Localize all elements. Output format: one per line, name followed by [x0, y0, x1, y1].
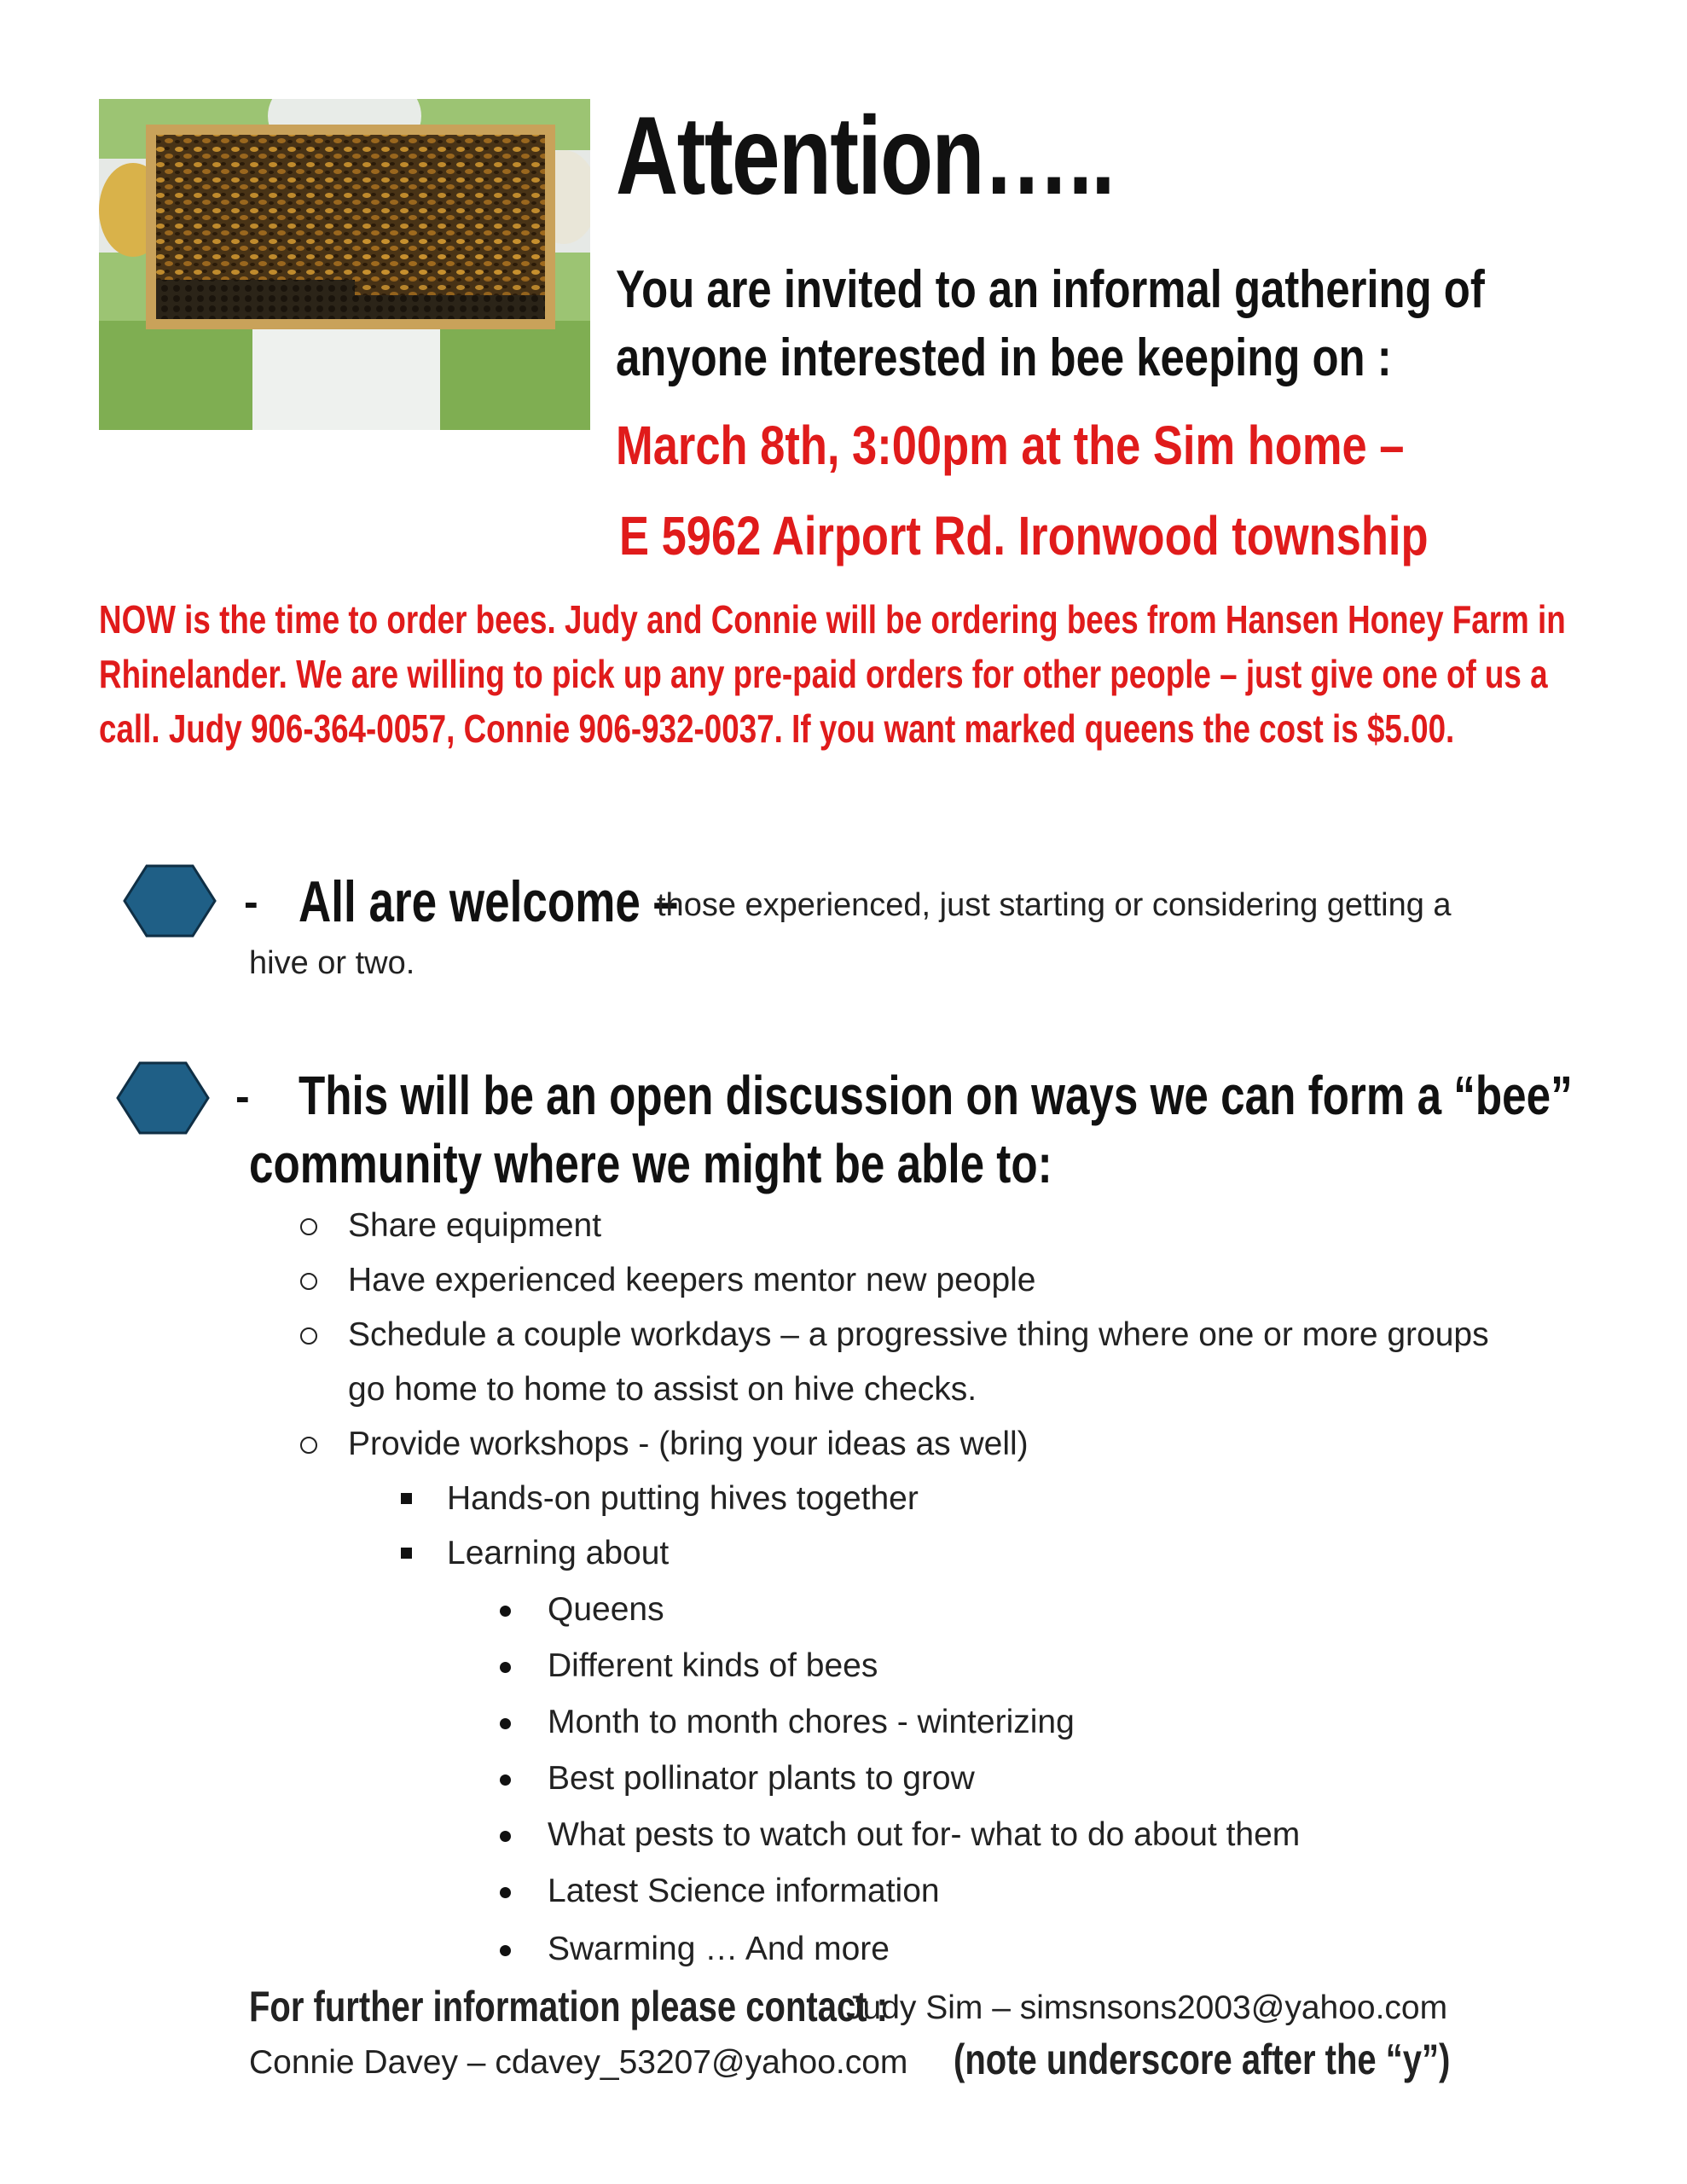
- list-item-mentor: Have experienced keepers mentor new people: [348, 1262, 1036, 1298]
- list-item-learning-about: Learning about: [447, 1535, 670, 1571]
- list-item-chores: Month to month chores - winterizing: [548, 1704, 1075, 1740]
- notice-line-2: Rhinelander. We are willing to pick up any pre-paid orders for other people – just give one of us a: [99, 652, 1548, 696]
- square-bullet-icon: [401, 1548, 412, 1559]
- welcome-rest-text: those experienced, just starting or considering getting a: [657, 887, 1452, 923]
- list-item-pollinator-plants: Best pollinator plants to grow: [548, 1760, 975, 1797]
- event-address: E 5962 Airport Rd. Ironwood township: [619, 505, 1429, 566]
- dot-bullet-icon: [500, 1718, 511, 1729]
- beehive-frame-image: [99, 99, 590, 430]
- discussion-line-1: This will be an open discussion on ways we can form a “bee”: [299, 1065, 1573, 1126]
- beekeeper-photo: [99, 99, 590, 430]
- welcome-continuation: hive or two.: [249, 945, 415, 981]
- contact-judy: Judy Sim – simsnsons2003@yahoo.com: [846, 1989, 1448, 2026]
- dot-bullet-icon: [500, 1945, 511, 1956]
- discussion-line-2: community where we might be able to:: [249, 1133, 1052, 1194]
- underscore-note: (note underscore after the “y”): [954, 2036, 1451, 2083]
- invite-line-1: You are invited to an informal gathering of: [616, 260, 1485, 319]
- dot-bullet-icon: [500, 1606, 511, 1617]
- welcome-bold-text: All are welcome –: [299, 869, 679, 934]
- dot-bullet-icon: [500, 1887, 511, 1898]
- list-item-kinds-of-bees: Different kinds of bees: [548, 1647, 878, 1684]
- list-item-science: Latest Science information: [548, 1873, 940, 1909]
- notice-line-1: NOW is the time to order bees. Judy and Connie will be ordering bees from Hansen Honey Farm in: [99, 597, 1566, 642]
- list-item-swarming: Swarming … And more: [548, 1931, 890, 1967]
- list-item-workdays: Schedule a couple workdays – a progressive thing where one or more groups: [348, 1316, 1489, 1353]
- dot-bullet-icon: [500, 1774, 511, 1786]
- list-item-pests: What pests to watch out for- what to do about them: [548, 1816, 1301, 1853]
- square-bullet-icon: [401, 1493, 412, 1504]
- contact-label: For further information please contact :: [249, 1983, 888, 2030]
- list-item-queens: Queens: [548, 1591, 664, 1628]
- list-item-share-equipment: Share equipment: [348, 1207, 602, 1244]
- list-item-workdays-cont: go home to home to assist on hive checks.: [348, 1371, 977, 1408]
- circle-bullet-icon: [300, 1273, 317, 1290]
- hexagon-bullet-icon: [116, 1061, 210, 1135]
- circle-bullet-icon: [300, 1437, 317, 1454]
- bullet-dash: -: [244, 878, 258, 926]
- dot-bullet-icon: [500, 1662, 511, 1673]
- page-title: Attention…..: [616, 93, 1114, 218]
- event-date: March 8th, 3:00pm at the Sim home –: [616, 415, 1405, 476]
- dot-bullet-icon: [500, 1831, 511, 1842]
- list-item-hands-on: Hands-on putting hives together: [447, 1480, 919, 1517]
- circle-bullet-icon: [300, 1327, 317, 1345]
- list-item-workshops: Provide workshops - (bring your ideas as well): [348, 1426, 1029, 1462]
- contact-connie: Connie Davey – cdavey_53207@yahoo.com: [249, 2044, 908, 2081]
- circle-bullet-icon: [300, 1218, 317, 1235]
- invitation-text: [616, 256, 1485, 392]
- invite-line-2: anyone interested in bee keeping on :: [616, 328, 1392, 387]
- notice-line-3: call. Judy 906-364-0057, Connie 906-932-0037. If you want marked queens the cost is $5.00.: [99, 706, 1455, 751]
- hexagon-bullet-icon: [123, 864, 217, 938]
- order-bees-notice: [99, 592, 1566, 756]
- bullet-dash: -: [235, 1072, 250, 1120]
